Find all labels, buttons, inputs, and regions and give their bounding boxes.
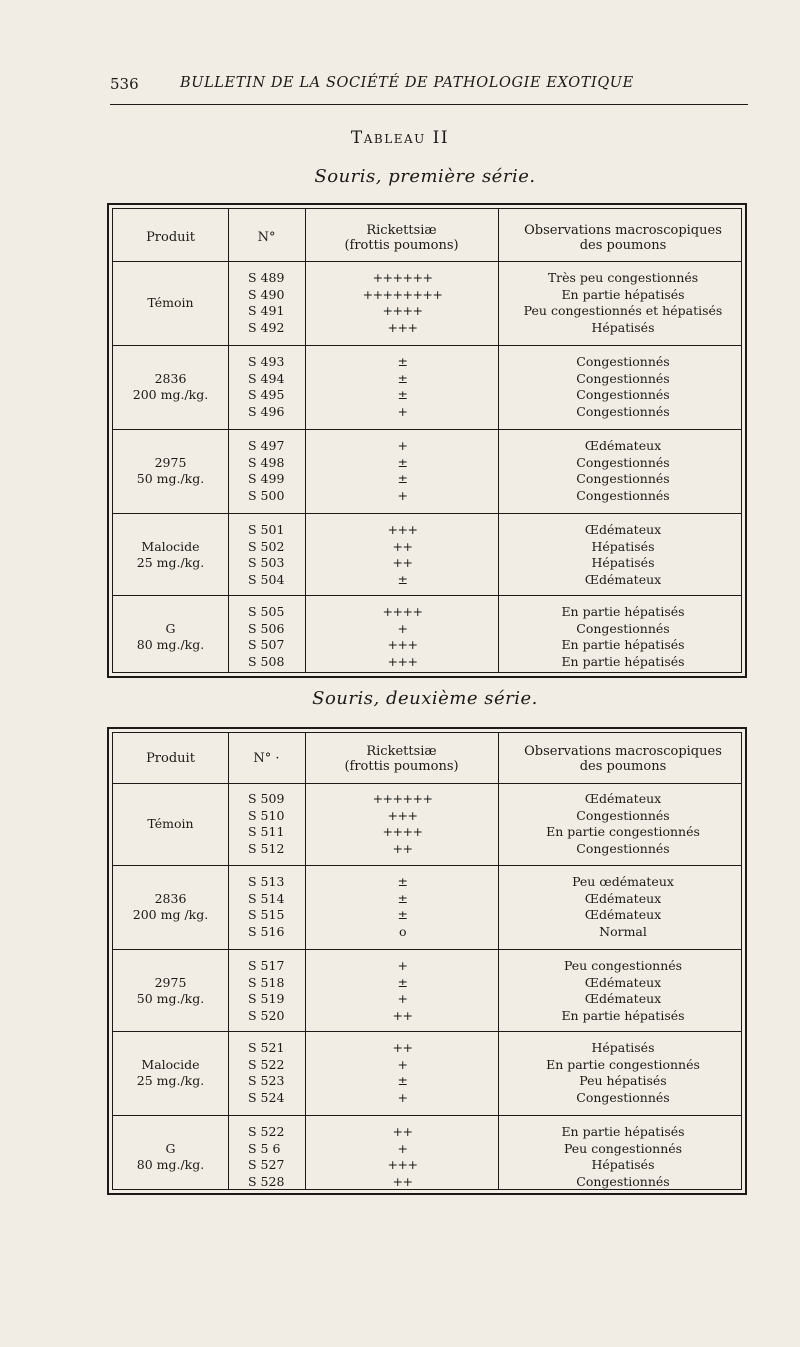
- produit-line: Malocide: [141, 538, 200, 554]
- group-divider: [113, 865, 741, 866]
- rickettsiae-result-column: [305, 270, 500, 337]
- header-produit: Produit: [146, 230, 195, 245]
- header-observations: Observations macroscopiques: [524, 223, 722, 238]
- group-divider: [113, 1115, 741, 1116]
- rickettsiae-result: +: [397, 488, 408, 504]
- rickettsiae-result-column: [305, 438, 500, 505]
- series2-table-inner: [112, 732, 742, 1190]
- rickettsiae-result: +: [397, 958, 408, 973]
- specimen-number: S 517: [248, 958, 285, 973]
- group-divider: [113, 345, 741, 346]
- produit-line: G: [165, 620, 176, 636]
- rickettsiae-result: ±: [397, 572, 408, 588]
- rickettsiae-result: ±: [397, 907, 408, 923]
- header-rickettsiae: Rickettsiæ: [366, 744, 437, 759]
- specimen-number: S 508: [248, 654, 285, 670]
- series2-table: [107, 727, 747, 1195]
- specimen-number: S 520: [248, 1008, 285, 1024]
- produit-line: G: [165, 1140, 176, 1156]
- rickettsiae-result-column: [305, 522, 500, 589]
- specimen-number: S 503: [248, 555, 285, 571]
- observation-text: Congestionnés: [576, 454, 670, 470]
- specimen-number: S 498: [248, 454, 285, 470]
- observation-text-column: [498, 958, 748, 1025]
- produit-line: 2975: [154, 974, 187, 990]
- specimen-number-column: [248, 438, 308, 505]
- rickettsiae-result: +++: [387, 320, 418, 336]
- rickettsiae-result: ±: [397, 354, 408, 369]
- page-number: 536: [110, 75, 139, 93]
- specimen-number: S 527: [248, 1157, 285, 1173]
- series1-table: [107, 203, 747, 678]
- group-divider: [113, 949, 741, 950]
- rickettsiae-result-column: [305, 874, 500, 941]
- rickettsiae-result: ++++: [382, 604, 423, 619]
- specimen-number-column: [248, 791, 308, 858]
- specimen-number: S 492: [248, 320, 285, 336]
- observation-text-column: [498, 604, 748, 671]
- specimen-number: S 516: [248, 924, 285, 940]
- rickettsiae-result-column: [305, 958, 500, 1025]
- observation-text-column: [498, 270, 748, 337]
- rickettsiae-result: ±: [397, 387, 408, 403]
- specimen-number: S 523: [248, 1073, 285, 1089]
- rickettsiae-result: ++: [392, 1124, 413, 1139]
- specimen-number-column: [248, 1124, 308, 1191]
- observation-text: Normal: [599, 924, 647, 940]
- group-produit: [113, 975, 228, 1008]
- observation-text: Œdémateux: [584, 572, 662, 588]
- produit-line: Témoin: [147, 295, 194, 311]
- rickettsiae-result-column: [305, 791, 500, 858]
- group-divider: [113, 429, 741, 430]
- produit-line: 200 mg /kg.: [132, 907, 209, 923]
- observation-text: Peu œdémateux: [572, 874, 674, 889]
- specimen-number: S 496: [248, 404, 285, 420]
- observation-text: Hépatisés: [591, 1040, 655, 1055]
- specimen-number: S 5 6: [248, 1140, 281, 1156]
- specimen-number-column: [248, 1040, 308, 1107]
- group-produit: [113, 891, 228, 924]
- observation-text: Œdémateux: [584, 791, 662, 806]
- rickettsiae-result-column: [305, 354, 500, 421]
- rickettsiae-result: +++: [387, 807, 418, 823]
- group-produit: [113, 1057, 228, 1090]
- running-head: [110, 75, 748, 97]
- rickettsiae-result: ±: [397, 471, 408, 487]
- specimen-number: S 512: [248, 841, 285, 857]
- observation-text: Congestionnés: [576, 1174, 670, 1190]
- rickettsiae-result: ±: [397, 874, 408, 889]
- observation-text: Hépatisés: [591, 1157, 655, 1173]
- rickettsiae-result: ±: [397, 1073, 408, 1089]
- specimen-number-column: [248, 958, 308, 1025]
- specimen-number: S 521: [248, 1040, 285, 1055]
- observation-text: Peu congestionnés: [563, 1140, 683, 1156]
- rickettsiae-result: +: [397, 991, 408, 1007]
- observation-text: Œdémateux: [584, 438, 662, 453]
- specimen-number: S 505: [248, 604, 285, 619]
- observation-text: Œdémateux: [584, 974, 662, 990]
- header-rule: [110, 104, 748, 105]
- rickettsiae-result: +++: [387, 1157, 418, 1173]
- observation-text: Œdémateux: [584, 522, 662, 537]
- observation-text: Œdémateux: [584, 907, 662, 923]
- group-produit: [113, 1141, 228, 1174]
- specimen-number: S 502: [248, 538, 285, 554]
- header-observations-sub: des poumons: [579, 238, 667, 253]
- specimen-number-column: [248, 270, 308, 337]
- rickettsiae-result: ++++: [382, 303, 423, 319]
- produit-line: 200 mg./kg.: [132, 387, 209, 403]
- specimen-number: S 506: [248, 620, 285, 636]
- series1-title: Souris, première série.: [314, 166, 536, 187]
- specimen-number: S 515: [248, 907, 285, 923]
- observation-text: Œdémateux: [584, 890, 662, 906]
- observation-text: Congestionnés: [576, 404, 670, 420]
- observation-text-column: [498, 354, 748, 421]
- group-produit: [113, 539, 228, 572]
- table-title: Tableau II: [350, 128, 450, 148]
- observation-text: Peu hépatisés: [579, 1073, 667, 1089]
- observation-text: Hépatisés: [591, 555, 655, 571]
- header-observations: Observations macroscopiques: [524, 744, 722, 759]
- observation-text-column: [498, 1124, 748, 1191]
- observation-text: Peu congestionnés et hépatisés: [523, 303, 723, 319]
- header-rickettsiae-sub: (frottis poumons): [344, 759, 459, 774]
- specimen-number: S 495: [248, 387, 285, 403]
- group-produit: [113, 816, 228, 833]
- group-produit: [113, 295, 228, 312]
- produit-line: 2836: [154, 370, 187, 386]
- rickettsiae-result-column: [305, 604, 500, 671]
- rickettsiae-result-column: [305, 1124, 500, 1191]
- journal-title: BULLETIN DE LA SOCIÉTÉ DE PATHOLOGIE EXOTIQUE: [180, 75, 634, 91]
- specimen-number: S 514: [248, 890, 285, 906]
- observation-text: En partie hépatisés: [561, 1008, 685, 1024]
- rickettsiae-result: ++: [392, 841, 413, 857]
- observation-text-column: [498, 1040, 748, 1107]
- specimen-number: S 519: [248, 991, 285, 1007]
- observation-text-column: [498, 522, 748, 589]
- column-divider: [228, 733, 229, 1189]
- observation-text: Congestionnés: [576, 807, 670, 823]
- group-produit: [113, 621, 228, 654]
- header-observations-sub: des poumons: [579, 759, 667, 774]
- observation-text: En partie hépatisés: [561, 604, 685, 619]
- specimen-number: S 509: [248, 791, 285, 806]
- rickettsiae-result: +: [397, 1056, 408, 1072]
- observation-text-column: [498, 874, 748, 941]
- rickettsiae-result: ++++++: [372, 270, 433, 285]
- rickettsiae-result: +: [397, 438, 408, 453]
- header-rule: [113, 783, 741, 784]
- observation-text: Congestionnés: [576, 354, 670, 369]
- specimen-number: S 500: [248, 488, 285, 504]
- rickettsiae-result: +++: [387, 637, 418, 653]
- specimen-number: S 524: [248, 1090, 285, 1106]
- series1-table-inner: [112, 208, 742, 673]
- observation-text: Peu congestionnés: [563, 958, 683, 973]
- group-divider: [113, 1031, 741, 1032]
- observation-text: En partie hépatisés: [561, 654, 685, 670]
- specimen-number-column: [248, 354, 308, 421]
- specimen-number: S 507: [248, 637, 285, 653]
- rickettsiae-result: ±: [397, 454, 408, 470]
- specimen-number: S 522: [248, 1056, 285, 1072]
- specimen-number: S 518: [248, 974, 285, 990]
- observation-text: En partie hépatisés: [561, 1124, 685, 1139]
- specimen-number: S 493: [248, 354, 285, 369]
- rickettsiae-result: +: [397, 404, 408, 420]
- produit-line: 80 mg./kg.: [136, 637, 205, 653]
- observation-text: Congestionnés: [576, 471, 670, 487]
- header-rickettsiae-sub: (frottis poumons): [344, 238, 459, 253]
- group-divider: [113, 595, 741, 596]
- observation-text: Congestionnés: [576, 488, 670, 504]
- rickettsiae-result: +: [397, 1140, 408, 1156]
- produit-line: 25 mg./kg.: [136, 1073, 205, 1089]
- specimen-number: S 522: [248, 1124, 285, 1139]
- specimen-number: S 501: [248, 522, 285, 537]
- specimen-number: S 491: [248, 303, 285, 319]
- group-divider: [113, 513, 741, 514]
- specimen-number: S 513: [248, 874, 285, 889]
- specimen-number: S 510: [248, 807, 285, 823]
- rickettsiae-result: ++: [392, 1174, 413, 1190]
- observation-text-column: [498, 791, 748, 858]
- specimen-number: S 499: [248, 471, 285, 487]
- header-rickettsiae: Rickettsiæ: [366, 223, 437, 238]
- rickettsiae-result: ++: [392, 1008, 413, 1024]
- observation-text: En partie hépatisés: [561, 637, 685, 653]
- rickettsiae-result: +++: [387, 522, 418, 537]
- produit-line: 2975: [154, 454, 187, 470]
- rickettsiae-result: o: [398, 924, 407, 940]
- rickettsiae-result: ++: [392, 538, 413, 554]
- specimen-number-column: [248, 604, 308, 671]
- specimen-number: S 497: [248, 438, 285, 453]
- observation-text: Hépatisés: [591, 320, 655, 336]
- rickettsiae-result: ++: [392, 1040, 413, 1055]
- specimen-number-column: [248, 522, 308, 589]
- produit-line: Malocide: [141, 1056, 200, 1072]
- specimen-number-column: [248, 874, 308, 941]
- observation-text-column: [498, 438, 748, 505]
- header-produit: Produit: [146, 751, 195, 766]
- produit-line: 50 mg./kg.: [136, 991, 205, 1007]
- header-number: N°: [257, 230, 276, 245]
- observation-text: En partie congestionnés: [546, 1056, 700, 1072]
- header-number: N° ·: [253, 751, 280, 766]
- produit-line: 25 mg./kg.: [136, 555, 205, 571]
- produit-line: Témoin: [147, 816, 194, 832]
- rickettsiae-result: ++: [392, 555, 413, 571]
- header-rule: [113, 261, 741, 262]
- rickettsiae-result: +: [397, 1090, 408, 1106]
- produit-line: 50 mg./kg.: [136, 471, 205, 487]
- produit-line: 2836: [154, 890, 187, 906]
- group-produit: [113, 455, 228, 488]
- observation-text: Hépatisés: [591, 538, 655, 554]
- rickettsiae-result: +: [397, 620, 408, 636]
- observation-text: Congestionnés: [576, 1090, 670, 1106]
- observation-text: Œdémateux: [584, 991, 662, 1007]
- specimen-number: S 511: [248, 824, 285, 840]
- specimen-number: S 504: [248, 572, 285, 588]
- column-divider: [228, 209, 229, 672]
- observation-text: Congestionnés: [576, 387, 670, 403]
- rickettsiae-result: ++++: [382, 824, 423, 840]
- rickettsiae-result: ±: [397, 890, 408, 906]
- specimen-number: S 494: [248, 370, 285, 386]
- observation-text: Congestionnés: [576, 841, 670, 857]
- series2-title: Souris, deuxième série.: [312, 688, 538, 709]
- specimen-number: S 528: [248, 1174, 285, 1190]
- observation-text: En partie congestionnés: [546, 824, 700, 840]
- observation-text: Congestionnés: [576, 620, 670, 636]
- produit-line: 80 mg./kg.: [136, 1157, 205, 1173]
- rickettsiae-result: ±: [397, 974, 408, 990]
- rickettsiae-result: ++++++: [372, 791, 433, 806]
- rickettsiae-result-column: [305, 1040, 500, 1107]
- observation-text: En partie hépatisés: [561, 286, 685, 302]
- group-produit: [113, 371, 228, 404]
- observation-text: Congestionnés: [576, 370, 670, 386]
- observation-text: Très peu congestionnés: [547, 270, 699, 285]
- specimen-number: S 489: [248, 270, 285, 285]
- rickettsiae-result: +++: [387, 654, 418, 670]
- rickettsiae-result: ±: [397, 370, 408, 386]
- specimen-number: S 490: [248, 286, 285, 302]
- rickettsiae-result: ++++++++: [362, 286, 443, 302]
